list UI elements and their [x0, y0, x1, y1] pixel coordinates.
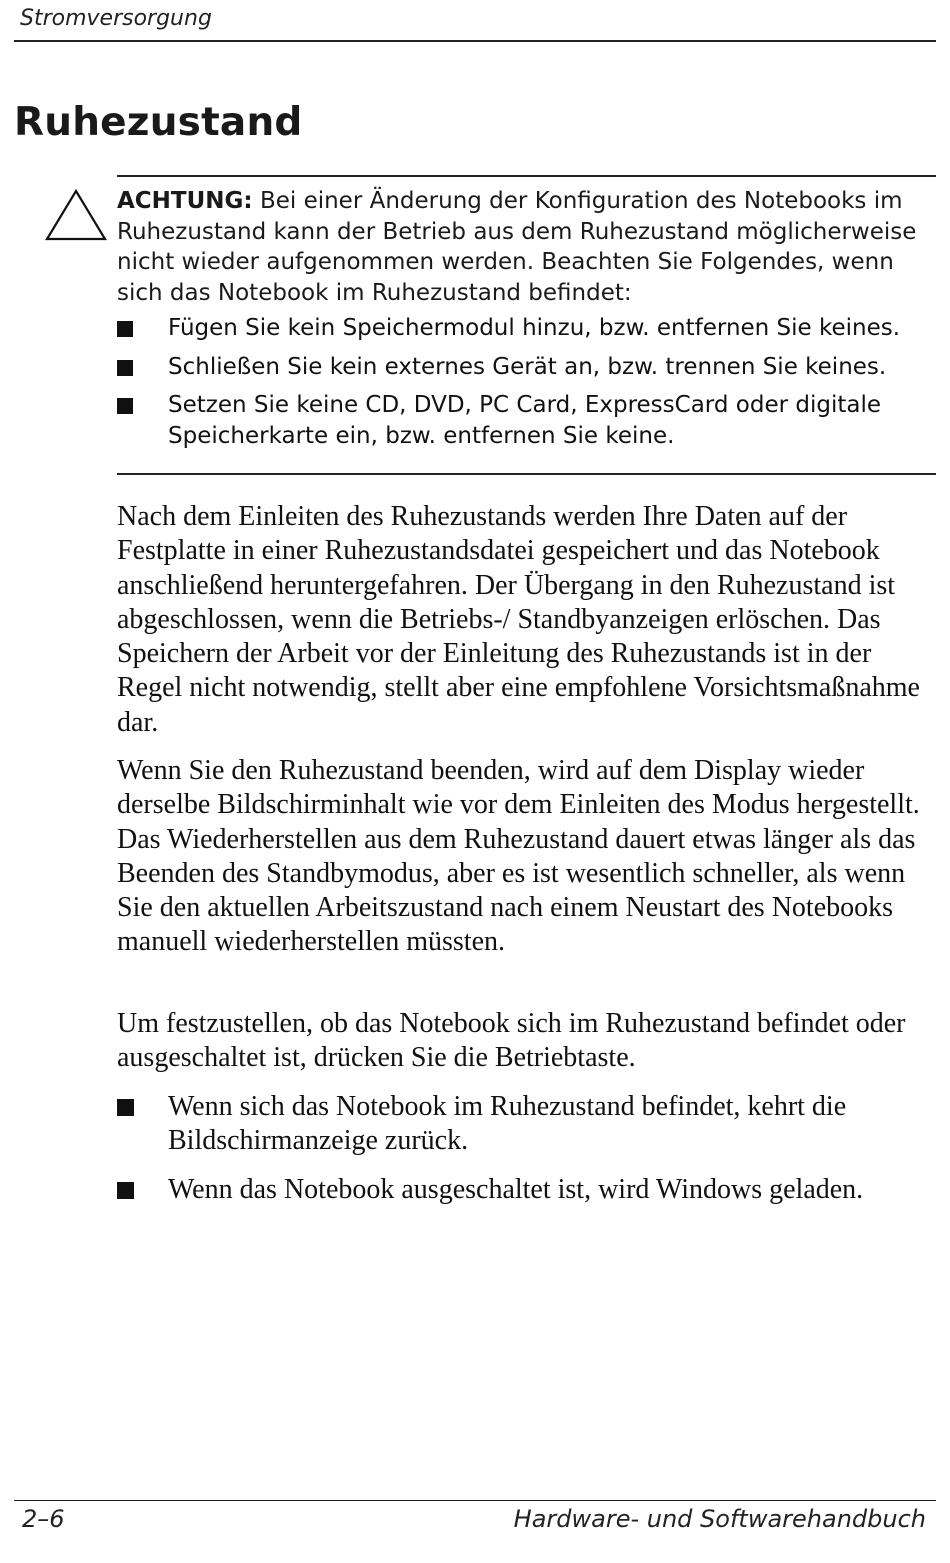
- body-paragraph: Um festzustellen, ob das Notebook sich im Ruhezustand befindet oder ausgeschaltet ist, drücken Sie die Betriebtaste.: [117, 1008, 906, 1074]
- bullet-square-icon: [117, 321, 133, 337]
- body-paragraph: Wenn Sie den Ruhezustand beenden, wird auf dem Display wieder derselbe Bildschirminhalt wie vor dem Einleiten des Modus hergestellt. Das Wiederherstellen aus dem Ruhezustand dauert etwas länger als das Beenden des Standbymodus, aber es ist wesentlich schneller, als wenn Sie den aktuellen Arbeitszustand nach einem Neustart des Notebooks manuell wiederherstellen müssten.: [117, 755, 920, 958]
- body-list-item: [117, 1173, 927, 1207]
- caution-top-divider: [117, 175, 936, 177]
- warning-triangle-icon: [44, 188, 108, 242]
- caution-list-item: [117, 352, 927, 383]
- footer-divider: [14, 1500, 936, 1501]
- bullet-square-icon: [117, 360, 133, 376]
- page-title: Ruhezustand: [14, 100, 303, 145]
- caution-list-item: [117, 390, 927, 451]
- page-number: 2–6: [22, 1505, 65, 1533]
- bullet-square-icon: [117, 398, 133, 414]
- caution-text: [117, 186, 922, 308]
- book-title: Hardware- und Softwarehandbuch: [513, 1505, 926, 1533]
- caution-list-item-text: Setzen Sie keine CD, DVD, PC Card, ExpressCard oder digitale Speicherkarte ein, bzw. entfernen Sie keine.: [168, 392, 881, 449]
- bullet-square-icon: [117, 1182, 134, 1199]
- caution-body: Bei einer Änderung der Konfiguration des Notebooks im Ruhezustand kann der Betrieb aus dem Ruhezustand möglicherweise nicht wieder aufgenommen werden. Beachten Sie Folgendes, wenn sich das Notebook im Ruhezustand befindet:: [117, 188, 917, 306]
- caution-label: ACHTUNG:: [117, 188, 253, 214]
- caution-list-item-text: Fügen Sie kein Speichermodul hinzu, bzw. entfernen Sie keines.: [168, 315, 901, 341]
- running-header: Stromversorgung: [20, 6, 212, 31]
- body-list-item-text: Wenn das Notebook ausgeschaltet ist, wird Windows geladen.: [168, 1173, 864, 1205]
- caution-bottom-divider: [117, 473, 936, 475]
- body-paragraph: Nach dem Einleiten des Ruhezustands werden Ihre Daten auf der Festplatte in einer Ruhezustandsdatei gespeichert und das Notebook anschließend heruntergefahren. Der Übergang in den Ruhezustand ist abgeschlossen, wenn die Betriebs-/ Standbyanzeigen erlöschen. Das Speichern der Arbeit vor der Einleitung des Ruhezustands ist in der Regel nicht notwendig, stellt aber eine empfohlene Vorsichtsmaßnahme dar.: [117, 501, 920, 738]
- caution-list: [117, 313, 927, 459]
- caution-list-item: [117, 313, 927, 344]
- body-list-item: [117, 1090, 927, 1159]
- header-divider: [14, 40, 936, 42]
- body-bullet-list: [117, 1090, 927, 1221]
- bullet-square-icon: [117, 1099, 134, 1116]
- body-list-item-text: Wenn sich das Notebook im Ruhezustand befindet, kehrt die Bildschirmanzeige zurück.: [168, 1091, 847, 1157]
- caution-list-item-text: Schließen Sie kein externes Gerät an, bzw. trennen Sie keines.: [168, 353, 887, 380]
